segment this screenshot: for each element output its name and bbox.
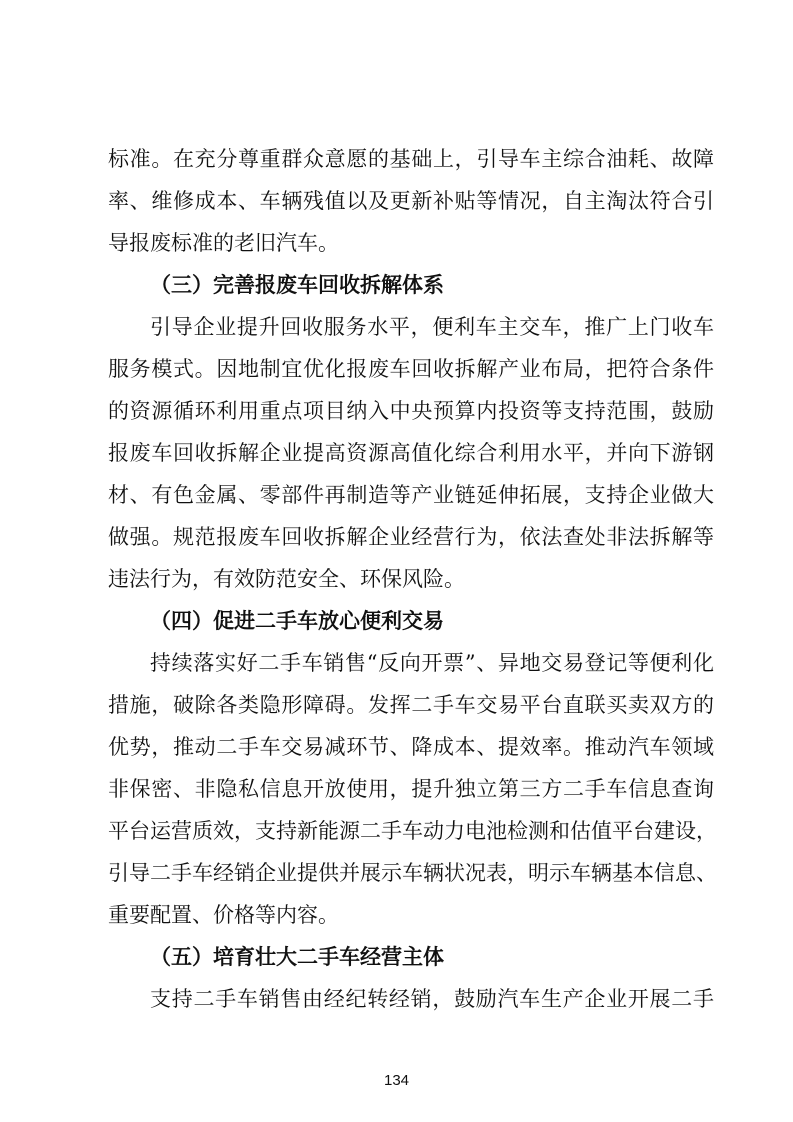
section-heading: （三）完善报废车回收拆解体系: [150, 273, 444, 297]
paragraph-line: 违法行为，有效防范安全、环保风险。: [108, 567, 465, 591]
paragraph-line: 平台运营质效，支持新能源二手车动力电池检测和估值平台建设，: [108, 819, 717, 843]
section-heading: （五）培育壮大二手车经营主体: [150, 945, 444, 969]
paragraph-line: 做强。规范报废车回收拆解企业经营行为，依法查处非法拆解等: [108, 525, 714, 549]
section-heading: （四）促进二手车放心便利交易: [150, 609, 444, 633]
paragraph-line: 重要配置、价格等内容。: [108, 903, 339, 927]
paragraph-line: 措施，破除各类隐形障碍。发挥二手车交易平台直联买卖双方的: [108, 693, 714, 717]
paragraph-line: 非保密、非隐私信息开放使用，提升独立第三方二手车信息查询: [108, 777, 714, 801]
page-number: 134: [383, 1072, 410, 1089]
paragraph-line: 持续落实好二手车销售“反向开票”、异地交易登记等便利化: [150, 651, 714, 675]
paragraph-line: 率、维修成本、车辆残值以及更新补贴等情况，自主淘汰符合引: [108, 189, 714, 213]
paragraph-line: 引导二手车经销企业提供并展示车辆状况表，明示车辆基本信息、: [108, 861, 717, 885]
paragraph-line: 报废车回收拆解企业提高资源高值化综合利用水平，并向下游钢: [108, 441, 714, 465]
paragraph-line: 引导企业提升回收服务水平，便利车主交车，推广上门收车: [150, 315, 714, 339]
paragraph-line: 导报废标准的老旧汽车。: [108, 231, 339, 255]
paragraph-line: 标准。在充分尊重群众意愿的基础上，引导车主综合油耗、故障: [108, 147, 714, 171]
paragraph-line: 优势，推动二手车交易减环节、降成本、提效率。推动汽车领域: [108, 735, 714, 759]
paragraph-line: 服务模式。因地制宜优化报废车回收拆解产业布局，把符合条件: [108, 357, 714, 381]
paragraph-line: 支持二手车销售由经纪转经销，鼓励汽车生产企业开展二手: [150, 987, 714, 1011]
paragraph-line: 的资源循环利用重点项目纳入中央预算内投资等支持范围，鼓励: [108, 399, 714, 423]
paragraph-line: 材、有色金属、零部件再制造等产业链延伸拓展，支持企业做大: [108, 483, 714, 507]
